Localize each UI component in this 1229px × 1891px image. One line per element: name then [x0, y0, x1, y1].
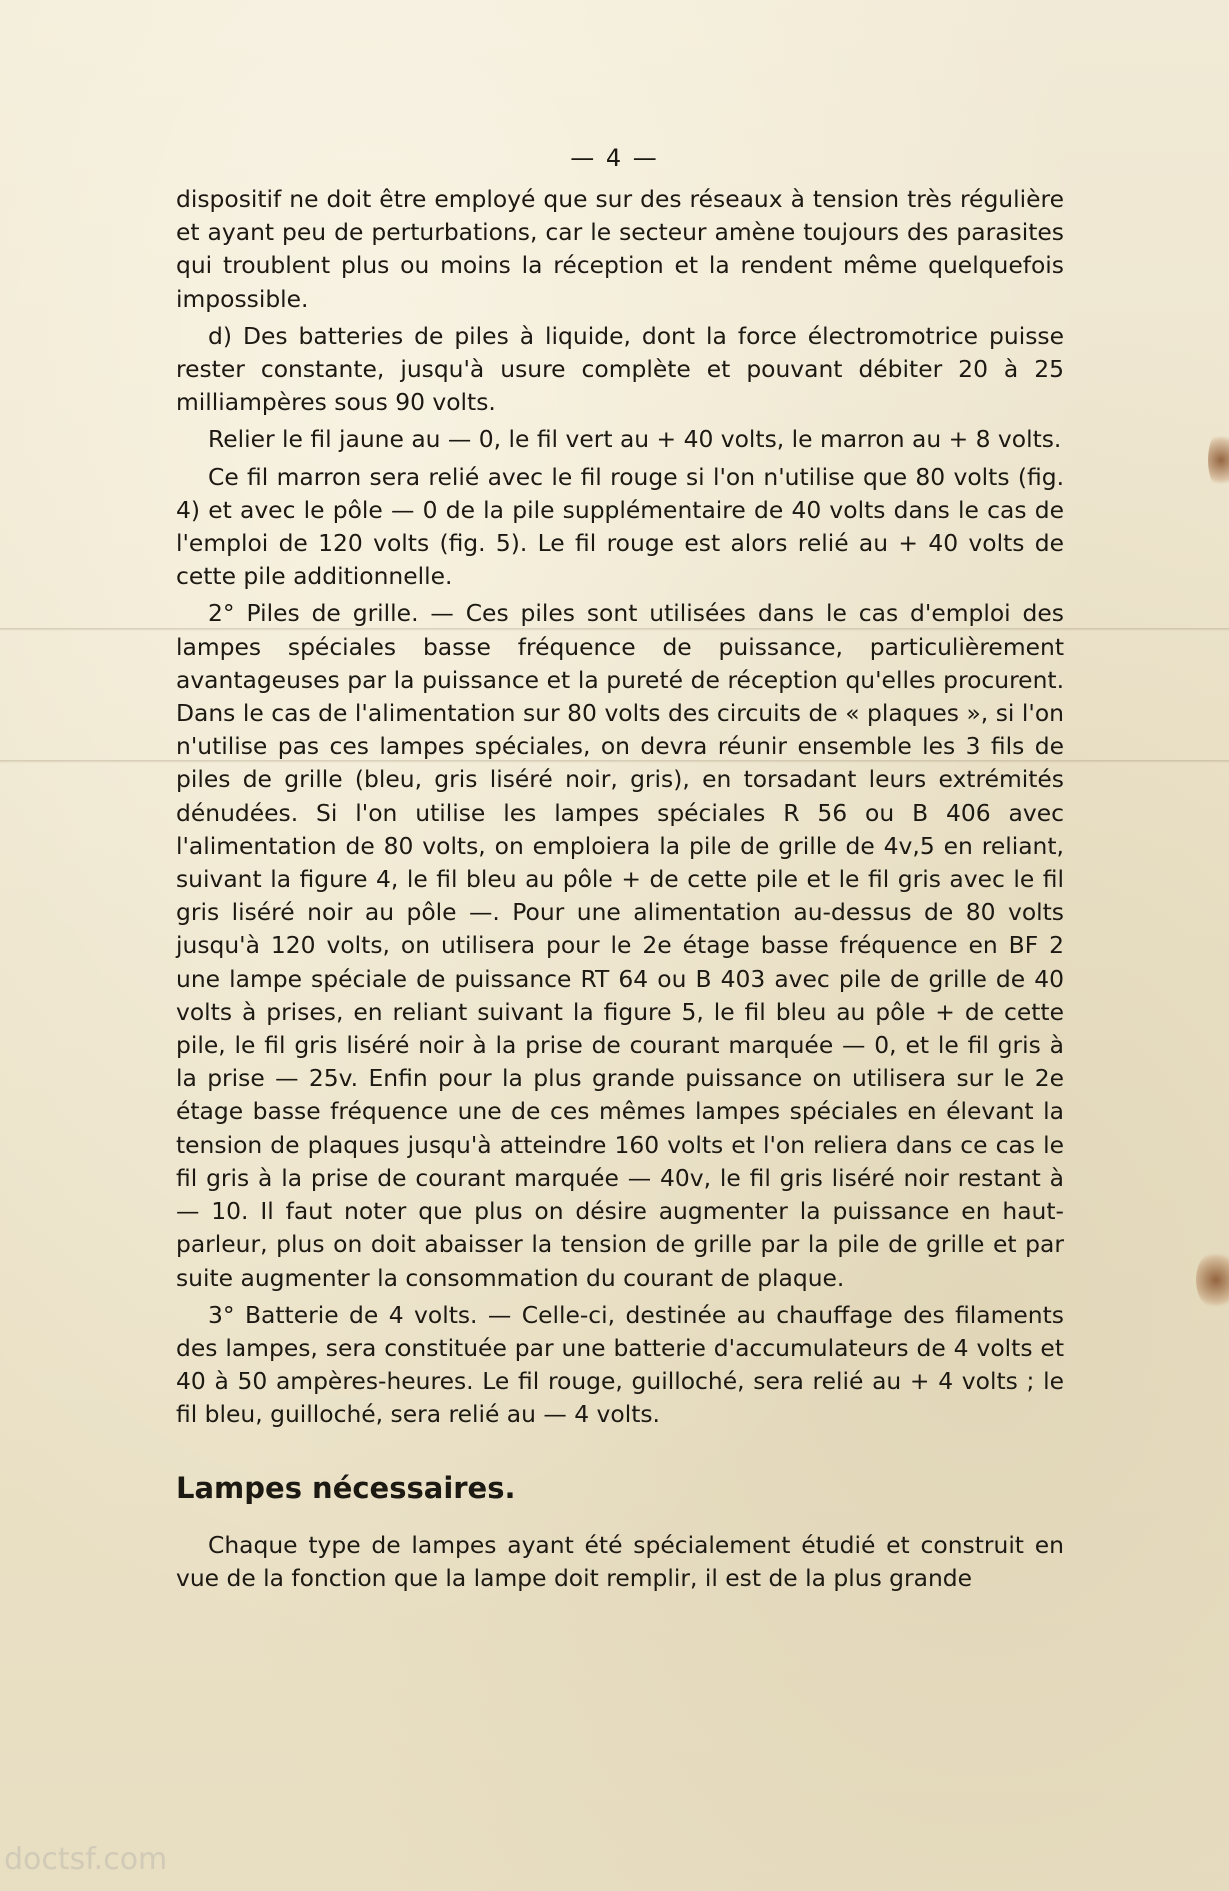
- watermark: doctsf.com: [4, 1842, 168, 1877]
- paragraph: Ce fil marron sera relié avec le fil rouge si l'on n'utilise que 80 volts (fig. 4) et avec le pôle — 0 de la pile supplémentaire de 40 volts dans le cas de l'emploi de 120 volts (fig. 5). Le fil rouge est alors relié au + 40 volts de cette pile additionnelle.: [176, 462, 1064, 591]
- rust-stain: [1208, 430, 1229, 490]
- paragraph: Chaque type de lampes ayant été spécialement étudié et construit en vue de la fonction que la lampe doit remplir, il est de la plus grande: [176, 1530, 1064, 1592]
- paragraph: Relier le fil jaune au — 0, le fil vert au + 40 volts, le marron au + 8 volts.: [208, 425, 1062, 454]
- body-text: [176, 183, 1064, 1599]
- paragraph: dispositif ne doit être employé que sur des réseaux à tension très régulière et ayant peu de perturbations, car le secteur amène toujours des parasites qui troublent plus ou moins la réception et la rendent même quelquefois impossible.: [176, 185, 1064, 313]
- page-number: — 4 —: [570, 144, 659, 172]
- rust-stain: [1196, 1250, 1229, 1310]
- section-heading: Lampes nécessaires.: [176, 1470, 516, 1505]
- paragraph: 2° Piles de grille. — Ces piles sont utilisées dans le cas d'emploi des lampes spéciales basse fréquence de puissance, particulièrement avantageuses par la puissance et la pureté de réception qu'elles procurent. Dans le cas de l'alimentation sur 80 volts des circuits de « plaques », si l'on n'utilise pas ces lampes spéciales, on devra réunir ensemble les 3 fils de piles de grille (bleu, gris liséré noir, gris), en torsadant leurs extrémités dénudées. Si l'on utilise les lampes spéciales R 56 ou B 406 avec l'alimentation de 80 volts, on emploiera la pile de grille de 4v,5 en reliant, suivant la figure 4, le fil bleu au pôle + de cette pile et le fil gris avec le fil gris liséré noir au pôle —. Pour une alimentation au-dessus de 80 volts jusqu'à 120 volts, on utilisera pour le 2e étage basse fréquence en BF 2 une lampe spéciale de puissance RT 64 ou B 403 avec pile de grille de 40 volts à prises, en reliant suivant la figure 5, le fil bleu au pôle + de cette pile, le fil gris liséré noir à la prise de courant marquée — 0, et le fil gris à la prise — 25v. Enfin pour la plus grande puissance on utilisera sur le 2e étage basse fréquence une de ces mêmes lampes spéciales en élevant la tension de plaques jusqu'à atteindre 160 volts et l'on reliera dans ce cas le fil gris à la prise de courant marquée — 40v, le fil gris liséré noir restant à — 10. Il faut noter que plus on désire augmenter la puissance en haut-parleur, plus on doit abaisser la tension de grille par la pile de grille et par suite augmenter la consommation du courant de plaque.: [176, 599, 1064, 1292]
- paragraph: d) Des batteries de piles à liquide, dont la force électromotrice puisse rester constante, jusqu'à usure complète et pouvant débiter 20 à 25 milliampères sous 90 volts.: [176, 321, 1064, 417]
- paragraph: 3° Batterie de 4 volts. — Celle-ci, destinée au chauffage des filaments des lampes, sera constituée par une batterie d'accumulateurs de 4 volts et 40 à 50 ampères-heures. Le fil rouge, guilloché, sera relié au + 4 volts ; le fil bleu, guilloché, sera relié au — 4 volts.: [176, 1300, 1064, 1429]
